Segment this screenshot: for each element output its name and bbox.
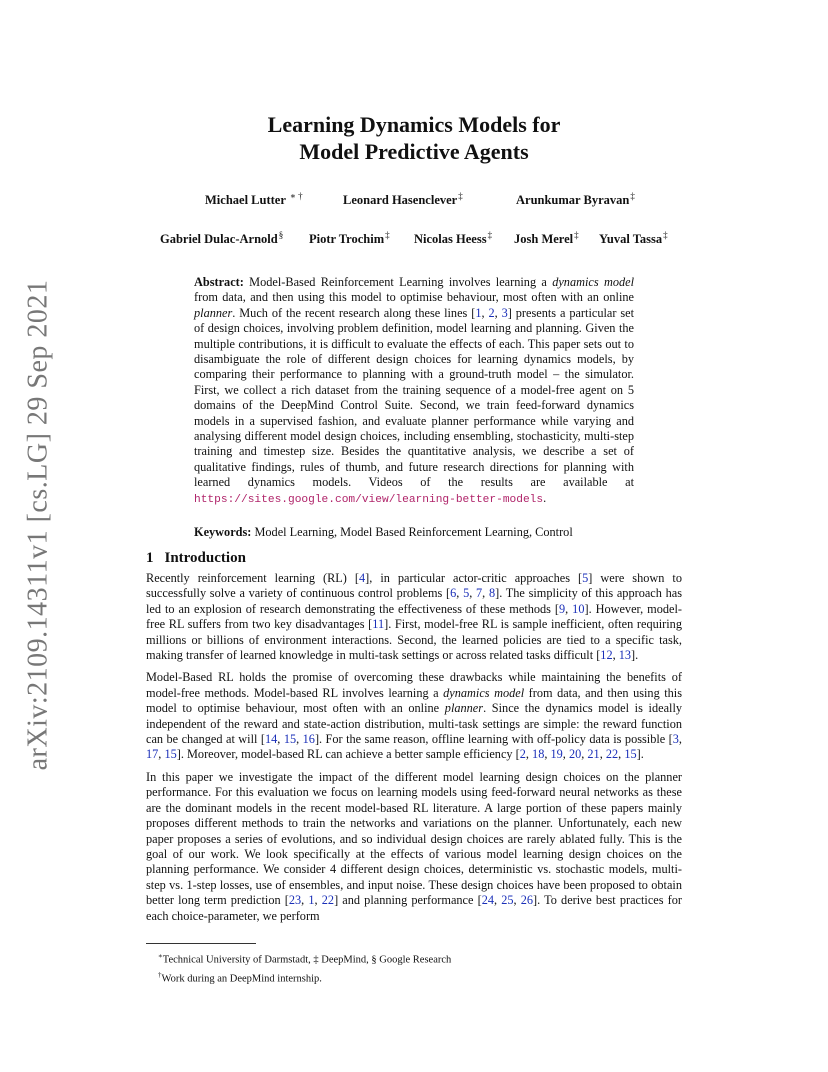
citation-link[interactable]: 22 <box>605 747 619 762</box>
citation-link[interactable]: 26 <box>520 893 534 908</box>
section-heading: 1 Introduction <box>146 550 246 566</box>
introduction-body <box>146 571 682 931</box>
author: Arunkumar Byravan‡ <box>516 191 635 208</box>
citation-link[interactable]: 17 <box>146 747 159 762</box>
paragraph: Model-Based RL holds the promise of overcoming these drawbacks while maintaining the benefits of model-free methods. Model-based RL involves learning a dynamics model from data, and then using this model to optimise behaviour, most often with an online planner. Since the dynamics model is ideally independent of the reward and state-action distribution, multi-task settings are simple: the reward function can be changed at will [14, 15, 16]. For the same reason, offline learning with off-policy data is possible [3, 17, 15]. Moreover, model-based RL can achieve a better sample efficiency [2, 18, 19, 20, 21, 22, 15]. <box>146 670 683 762</box>
author: Michael Lutter ∗ † <box>205 191 303 208</box>
citation-link[interactable]: 23 <box>288 893 302 908</box>
author: Josh Merel‡ <box>514 230 579 247</box>
arxiv-identifier-text: arXiv:2109.14311v1 [cs.LG] 29 Sep 2021 <box>22 279 54 771</box>
footnote: ∗Technical University of Darmstadt, ‡ DeepMind, § Google Research <box>158 952 452 966</box>
citation-link[interactable]: 21 <box>587 747 600 762</box>
citation-link[interactable]: 13 <box>618 648 632 663</box>
citation-link[interactable]: 18 <box>532 747 545 762</box>
citation-link[interactable]: 2 <box>519 747 526 762</box>
citation-link[interactable]: 6 <box>450 586 457 601</box>
citation-link[interactable]: 20 <box>568 747 582 762</box>
title-line-1: Learning Dynamics Models for <box>267 112 561 137</box>
citation-link[interactable]: 19 <box>550 747 563 762</box>
author: Gabriel Dulac-Arnold§ <box>160 230 284 247</box>
citation-link[interactable]: 9 <box>559 601 566 616</box>
citation-link[interactable]: 22 <box>321 893 335 908</box>
citation-link[interactable]: 10 <box>572 601 585 616</box>
author: Piotr Trochim‡ <box>309 230 390 247</box>
footnote-divider <box>146 943 256 944</box>
keywords: Keywords: Model Learning, Model Based Reinforcement Learning, Control <box>194 525 573 539</box>
citation-link[interactable]: 8 <box>488 586 496 601</box>
keywords-label: Keywords: <box>194 525 252 539</box>
citation-link[interactable]: 1 <box>308 893 315 908</box>
citation-link[interactable]: 15 <box>164 747 177 762</box>
paragraph: Recently reinforcement learning (RL) [4], in particular actor-critic approaches [5] were shown to successfully solve a variety of continuous control problems [6, 5, 7, 8]. The simplicity of this approach has led to an explosion of research demonstrating the effectiveness of these methods [9, 10]. However, model-free RL suffers from two key disadvantages [11]. First, model-free RL is sample inefficient, often requiring millions or billions of environment interactions. Second, the learned policies are tied to a specific task, making transfer of learned knowledge in multi-task settings or across related tasks difficult [12, 13]. <box>146 571 683 663</box>
title-line-2: Model Predictive Agents <box>299 139 529 164</box>
citation-link[interactable]: 25 <box>501 893 514 908</box>
citation-link[interactable]: 14 <box>264 732 278 747</box>
footnotes <box>158 949 451 986</box>
author: Nicolas Heess‡ <box>414 230 493 247</box>
citation-link[interactable]: 5 <box>463 586 470 601</box>
citation-link[interactable]: 15 <box>624 747 637 762</box>
abstract-label: Abstract: <box>194 275 244 289</box>
citation-link[interactable]: 4 <box>359 571 366 585</box>
citation-link[interactable]: 15 <box>283 732 297 747</box>
author: Yuval Tassa‡ <box>599 230 668 247</box>
author: Leonard Hasenclever‡ <box>343 191 463 208</box>
abstract: Abstract: Model-Based Reinforcement Learning involves learning a dynamics model from data, and then using this model to optimise behaviour, most often with an online planner. Much of the recent research along these lines [1, 2, 3] presents a particular set of design choices, involving problem definition, model learning and planning. Given the multiple contributions, it is difficult to evaluate the effects of each. This paper sets out to disambiguate the role of different design choices for learning dynamics models, by comparing their performance to planning with a ground-truth model – the simulator. First, we collect a rich dataset from the training sequence of a model-free agent on 5 domains of the DeepMind Control Suite. Second, we train feed-forward dynamics models in a supervised fashion, and evaluate planner performance while varying and analysing different model design choices, including ensembling, stochasticity, multi-step training and timestep size. Besides the quantitative analysis, we describe a set of qualitative findings, rules of thumb, and future research directions for planning with learned dynamics models. Videos of the results are available at https://sites.google.com/view/learning-better-models. <box>194 275 634 506</box>
citation-link[interactable]: 12 <box>600 648 613 663</box>
citation-link[interactable]: 3 <box>672 732 679 747</box>
project-url-link[interactable]: https://sites.google.com/view/learning-better-models <box>194 493 544 506</box>
footnote: †Work during an DeepMind internship. <box>158 970 322 984</box>
citation-link[interactable]: 16 <box>302 732 315 747</box>
paper-title <box>0 111 828 165</box>
citation-link[interactable]: 5 <box>582 571 589 585</box>
citation-link[interactable]: 2 <box>488 305 495 320</box>
citation-link[interactable]: 24 <box>481 893 494 908</box>
citation-link[interactable]: 7 <box>476 586 483 601</box>
citation-link[interactable]: 1 <box>475 305 482 320</box>
arxiv-identifier <box>16 279 60 771</box>
paragraph: In this paper we investigate the impact of the different model learning design choices on the planner performance. For this evaluation we focus on learning models using feed-forward neural networks as these are the dominant models in the recent model-based RL literature. A large portion of these papers mainly proposes different methods to train the networks and variations on the planner. Unfortunately, each new paper proposes a series of evolutions, and so individual design choices are rarely ablated fully. This is the goal of our work. We look specifically at the effects of various model learning design choices on the planning performance. We consider 4 different design choices, deterministic vs. stochastic models, multi-step vs. 1-step losses, use of ensembles, and input noise. These design choices have been proposed to obtain better long term prediction [23, 1, 22] and planning performance [24, 25, 26]. To derive best practices for each choice-parameter, we perform <box>146 769 683 923</box>
citation-link[interactable]: 3 <box>501 305 508 320</box>
citation-link[interactable]: 11 <box>372 617 385 632</box>
